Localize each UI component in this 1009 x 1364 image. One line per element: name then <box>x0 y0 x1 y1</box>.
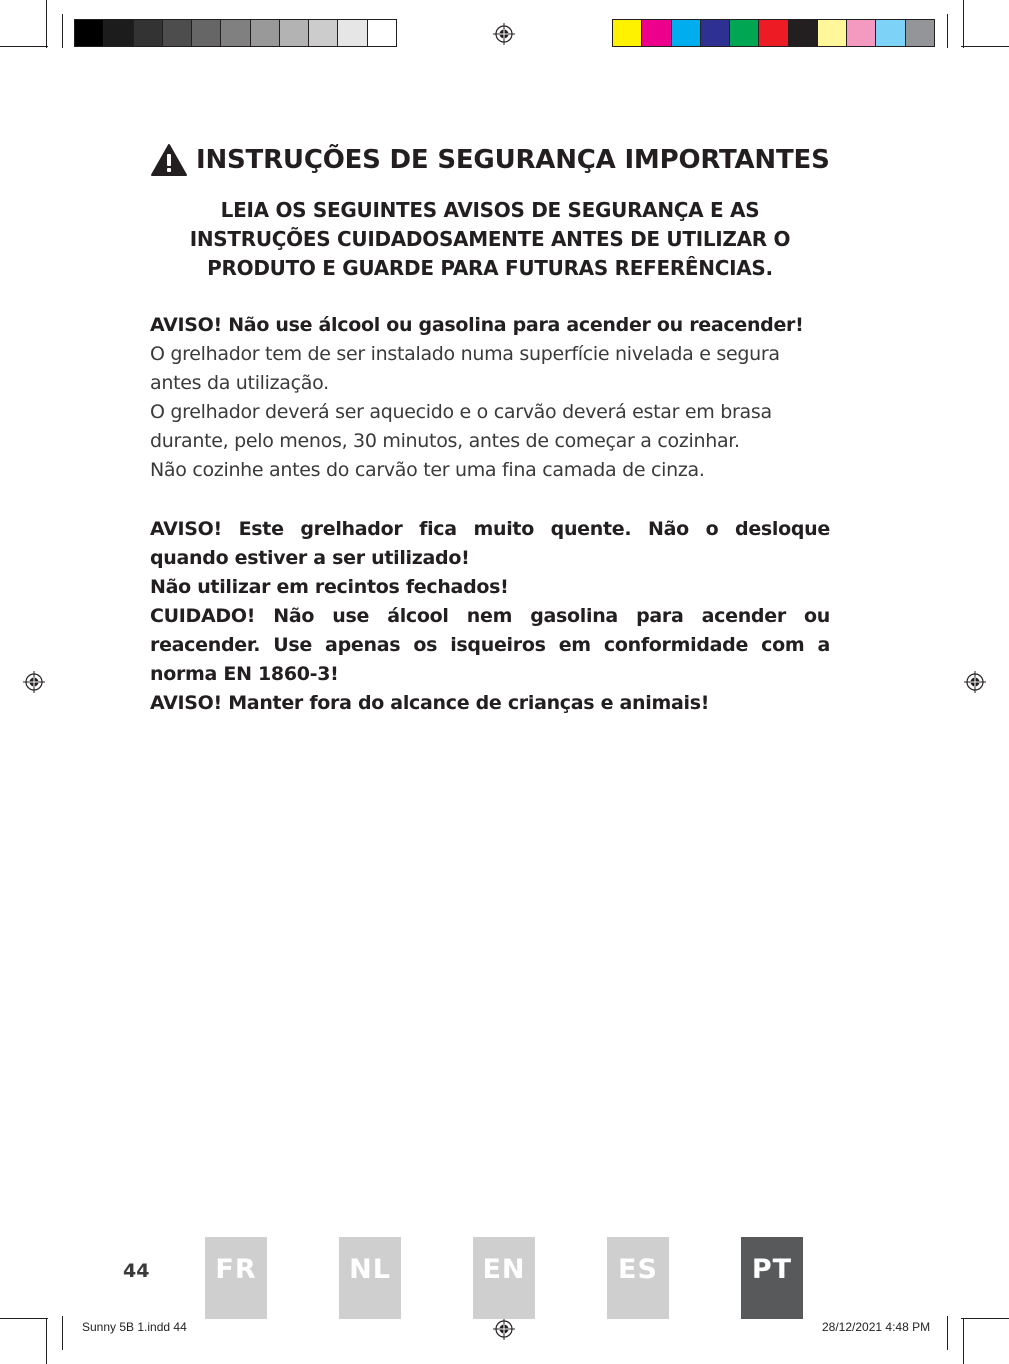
slug-file-info: Sunny 5B 1.indd 44 <box>82 1320 187 1334</box>
color-swatch <box>818 20 847 46</box>
color-swatch <box>192 20 221 46</box>
color-swatch <box>134 20 163 46</box>
warning-triangle-icon <box>150 143 188 177</box>
color-swatch <box>876 20 905 46</box>
color-swatch <box>280 20 309 46</box>
color-swatch <box>759 20 788 46</box>
color-swatch <box>251 20 280 46</box>
section-1 <box>150 311 830 485</box>
crop-mark <box>963 0 964 48</box>
color-swatch <box>642 20 671 46</box>
color-swatch <box>338 20 367 46</box>
crop-mark <box>46 0 47 48</box>
warning-hot: AVISO! Este grelhador fica muito quente. Não o desloque quando estiver a ser utilizado! <box>150 518 830 569</box>
slug-date-time: 28/12/2021 4:48 PM <box>822 1320 931 1334</box>
crop-mark <box>0 1318 48 1319</box>
color-swatch <box>672 20 701 46</box>
crop-mark <box>62 1316 63 1350</box>
process-color-bar <box>612 19 935 47</box>
color-swatch <box>613 20 642 46</box>
crop-mark <box>947 1316 948 1350</box>
language-tab-es: ES <box>607 1237 669 1319</box>
crop-mark <box>961 1318 1009 1319</box>
warning-children: AVISO! Manter fora do alcance de crianças e animais! <box>150 692 710 714</box>
color-swatch <box>368 20 396 46</box>
subtitle: LEIA OS SEGUINTES AVISOS DE SEGURANÇA E AS INSTRUÇÕES CUIDADOSAMENTE ANTES DE UTILIZAR O PRODUTO E GUARDE PARA FUTURAS REFERÊNCIAS. <box>189 198 791 280</box>
color-swatch <box>847 20 876 46</box>
language-tab-fr: FR <box>205 1237 267 1319</box>
crop-mark <box>961 46 1009 47</box>
language-tab-pt: PT <box>741 1237 803 1319</box>
registration-mark-icon <box>493 1318 515 1340</box>
language-tab-en: EN <box>473 1237 535 1319</box>
crop-mark <box>46 1318 47 1364</box>
registration-mark-icon <box>964 671 986 693</box>
registration-mark-icon <box>493 23 515 45</box>
crop-mark <box>947 14 948 48</box>
color-swatch <box>789 20 818 46</box>
crop-mark <box>0 46 48 47</box>
language-tab-nl: NL <box>339 1237 401 1319</box>
warning-indoors: Não utilizar em recintos fechados! <box>150 576 509 598</box>
instruction-ash-layer: Não cozinhe antes do carvão ter uma fina camada de cinza. <box>150 459 705 481</box>
instruction-level-surface: O grelhador tem de ser instalado numa superfície nivelada e segura antes da utilização. <box>150 343 780 394</box>
crop-mark <box>963 1318 964 1364</box>
section-2 <box>150 515 830 718</box>
color-swatch <box>730 20 759 46</box>
color-swatch <box>75 20 104 46</box>
color-swatch <box>163 20 192 46</box>
color-swatch <box>906 20 934 46</box>
color-swatch <box>104 20 133 46</box>
crop-mark <box>62 14 63 48</box>
warning-lighters: CUIDADO! Não use álcool nem gasolina para acender ou reacender. Use apenas os isqueiros em conformidade com a norma EN 1860-3! <box>150 605 830 685</box>
color-swatch <box>701 20 730 46</box>
grayscale-color-bar <box>74 19 397 47</box>
color-swatch <box>221 20 250 46</box>
instruction-preheat: O grelhador deverá ser aquecido e o carvão deverá estar em brasa durante, pelo menos, 30 minutos, antes de começar a cozinhar. <box>150 401 772 452</box>
registration-mark-icon <box>23 671 45 693</box>
color-swatch <box>309 20 338 46</box>
title-text: INSTRUÇÕES DE SEGURANÇA IMPORTANTES <box>196 145 830 175</box>
page-title <box>150 143 840 177</box>
warning-alcohol: AVISO! Não use álcool ou gasolina para acender ou reacender! <box>150 314 804 336</box>
page-number: 44 <box>123 1260 150 1282</box>
